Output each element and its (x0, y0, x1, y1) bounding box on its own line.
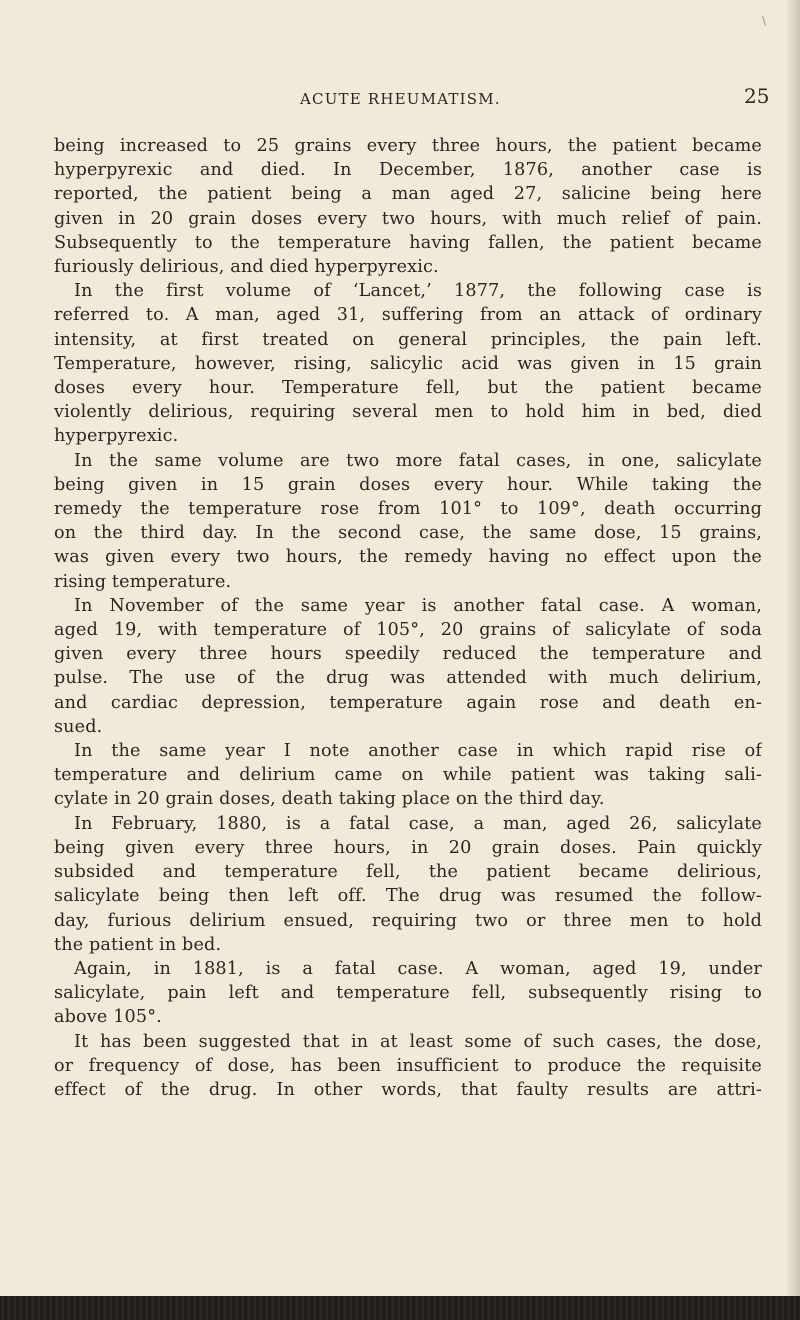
text-line: Subsequently to the temperature having fallen, the patient became (54, 232, 762, 253)
text-line: salicylate, pain left and temperature fell, subsequently rising to (54, 983, 762, 1004)
text-line: furiously delirious, and died hyperpyrexic. (54, 257, 439, 278)
text-line: being given in 15 grain doses every hour. While taking the (54, 474, 762, 495)
text-line: In February, 1880, is a fatal case, a man, aged 26, salicylate (74, 813, 762, 834)
text-line: and cardiac depression, temperature again rose and death en- (54, 692, 762, 713)
text-line: temperature and delirium came on while patient was taking sali- (54, 765, 762, 786)
page-edge-shadow (786, 0, 800, 1320)
running-head-title: ACUTE RHEUMATISM. (300, 90, 501, 108)
text-line: Temperature, however, rising, salicylic acid was given in 15 grain (54, 353, 762, 374)
body-text (54, 134, 762, 1102)
text-line: In the same year I note another case in which rapid rise of (74, 741, 762, 762)
text-line: remedy the temperature rose from 101° to 109°, death occurring (54, 499, 762, 520)
text-line: effect of the drug. In other words, that faulty results are attri- (54, 1079, 762, 1100)
running-head (0, 84, 800, 114)
text-line: In November of the same year is another fatal case. A woman, (74, 595, 762, 616)
page-number: 25 (744, 84, 770, 108)
text-line: It has been suggested that in at least some of such cases, the dose, (74, 1031, 762, 1052)
text-line: salicylate being then left off. The drug was resumed the follow- (54, 886, 762, 907)
text-line: Again, in 1881, is a fatal case. A woman, aged 19, under (74, 958, 762, 979)
text-line: reported, the patient being a man aged 27, salicine being here (54, 184, 762, 205)
scan-bottom-edge (0, 1296, 800, 1320)
text-line: hyperpyrexic and died. In December, 1876, another case is (54, 160, 762, 181)
text-line: pulse. The use of the drug was attended with much delirium, (54, 668, 762, 689)
text-line: on the third day. In the second case, the same dose, 15 grains, (54, 523, 762, 544)
text-line: cylate in 20 grain doses, death taking place on the third day. (54, 789, 605, 810)
text-line: aged 19, with temperature of 105°, 20 grains of salicylate of soda (54, 620, 762, 641)
text-line: intensity, at first treated on general principles, the pain left. (54, 329, 762, 350)
text-line: day, furious delirium ensued, requiring two or three men to hold (54, 910, 762, 931)
text-line: the patient in bed. (54, 934, 222, 955)
text-line: being given every three hours, in 20 grain doses. Pain quickly (54, 837, 762, 858)
text-line: referred to. A man, aged 31, suffering from an attack of ordinary (54, 305, 762, 326)
text-line: rising temperature. (54, 571, 232, 592)
text-line: was given every two hours, the remedy having no effect upon the (54, 547, 762, 568)
text-line: or frequency of dose, has been insufficient to produce the requisite (54, 1055, 762, 1076)
text-line: subsided and temperature fell, the patient became delirious, (54, 862, 762, 883)
text-line: In the first volume of ‘Lancet,’ 1877, the following case is (74, 281, 762, 302)
text-line: violently delirious, requiring several men to hold him in bed, died (54, 402, 762, 423)
text-line: given every three hours speedily reduced the temperature and (54, 644, 762, 665)
text-line: being increased to 25 grains every three hours, the patient became (54, 136, 762, 156)
corner-mark: \ (761, 14, 766, 28)
text-line: sued. (54, 716, 103, 737)
text-line: hyperpyrexic. (54, 426, 179, 447)
text-line: given in 20 grain doses every two hours, with much relief of pain. (54, 208, 762, 229)
text-line: above 105°. (54, 1007, 162, 1028)
text-line: doses every hour. Temperature fell, but the patient became (54, 378, 762, 399)
text-line: In the same volume are two more fatal cases, in one, salicylate (74, 450, 762, 471)
